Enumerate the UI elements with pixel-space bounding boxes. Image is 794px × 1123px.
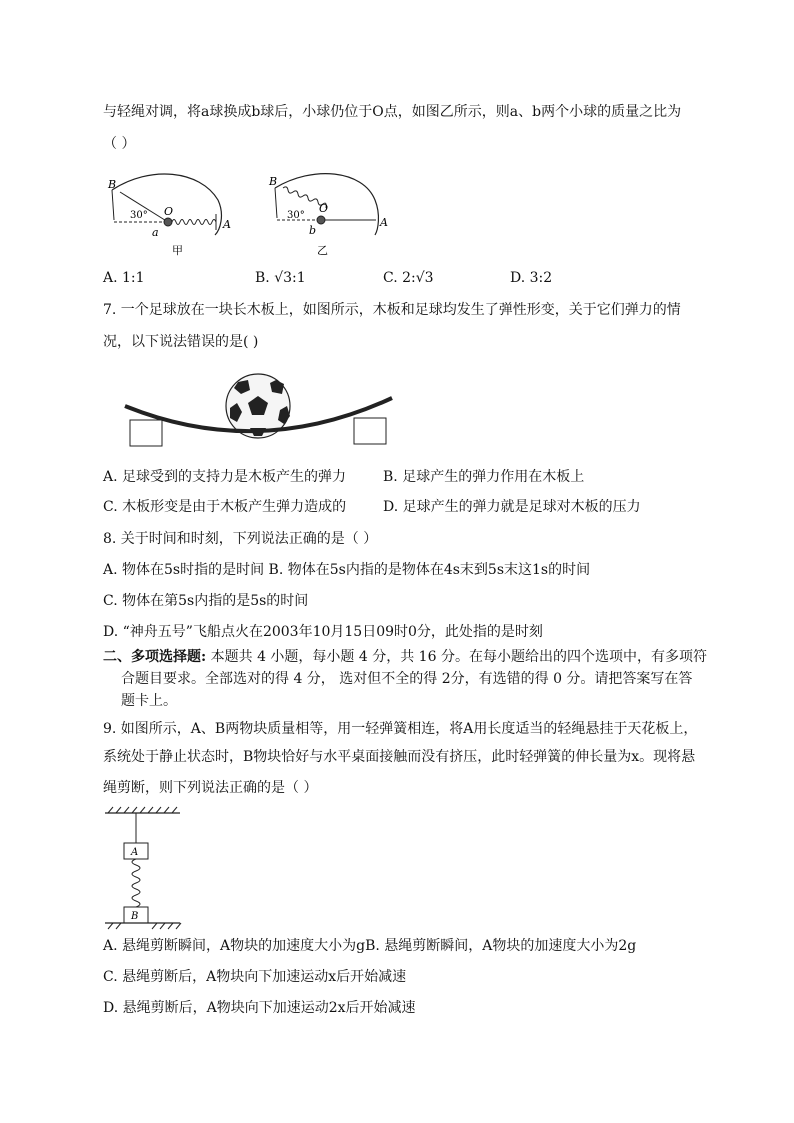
fig-yi-label-A: A <box>380 216 388 229</box>
q8-option-d[interactable]: D. “神舟五号”飞船点火在2003年10月15日09时0分，此处指的是时刻 <box>103 624 543 640</box>
q8-option-ab[interactable]: A. 物体在5s时指的是时间 B. 物体在5s内指的是物体在4s末到5s末这1s的时间 <box>103 562 591 578</box>
fig-yi-label-O: O <box>319 202 329 215</box>
q6-stem-line2: （ ） <box>103 136 136 152</box>
q8-option-c[interactable]: C. 物体在第5s内指的是5s的时间 <box>103 593 309 609</box>
q6-figure-yi <box>263 160 393 260</box>
q9-option-c[interactable]: C. 悬绳剪断后，A物块向下加速运动x后开始减速 <box>103 969 407 985</box>
section2-text-line3: 题卡上。 <box>121 693 177 709</box>
q9-fig-label-A: A <box>131 847 139 858</box>
q6-stem-line1: 与轻绳对调，将a球换成b球后，小球仍位于O点，如图乙所示，则a、b两个小球的质量之比为 <box>103 104 682 120</box>
fig-yi-label-b: b <box>309 224 317 237</box>
q9-figure-spring-blocks <box>100 805 190 930</box>
q9-option-d[interactable]: D. 悬绳剪断后，A物块向下加速运动2x后开始减速 <box>103 1000 416 1016</box>
fig-jia-caption: 甲 <box>172 244 183 257</box>
section2-line1 <box>103 647 707 667</box>
q7-option-b[interactable]: B. 足球产生的弹力作用在木板上 <box>383 469 585 485</box>
q7-figure-football-board <box>120 370 400 450</box>
fig-jia-label-O: O <box>164 205 174 218</box>
q9-stem-line1: 9. 如图所示，A、B两物块质量相等，用一轻弹簧相连，将A用长度适当的轻绳悬挂于天花板上， <box>103 721 698 737</box>
fig-yi-caption: 乙 <box>317 244 328 257</box>
q7-option-a[interactable]: A. 足球受到的支持力是木板产生的弹力 <box>103 469 347 485</box>
q9-stem-line2: 系统处于静止状态时，B物块恰好与水平桌面接触而没有挤压，此时轻弹簧的伸长量为x。现将悬 <box>103 749 696 765</box>
q6-option-d[interactable]: D. 3:2 <box>510 270 553 286</box>
q9-option-ab[interactable]: A. 悬绳剪断瞬间，A物块的加速度大小为gB. 悬绳剪断瞬间，A物块的加速度大小为2g <box>103 938 637 954</box>
fig-jia-label-A: A <box>223 218 231 231</box>
q6-option-c[interactable]: C. 2:√3 <box>383 270 434 286</box>
q6-figure-jia <box>100 160 230 260</box>
fig-yi-label-angle: 30° <box>287 210 305 221</box>
q8-stem: 8. 关于时间和时刻，下列说法正确的是（ ） <box>103 531 378 547</box>
q7-stem-line1: 7. 一个足球放在一块长木板上，如图所示，木板和足球均发生了弹性形变，关于它们弹力的情 <box>103 302 681 318</box>
q7-stem-line2: 况，以下说法错误的是( ) <box>103 334 259 350</box>
q7-option-d[interactable]: D. 足球产生的弹力就是足球对木板的压力 <box>383 499 641 515</box>
fig-jia-label-a: a <box>152 226 159 239</box>
section2-heading: 二、多项选择题: <box>103 649 207 665</box>
q6-option-a[interactable]: A. 1:1 <box>103 270 145 286</box>
section2-text-line1: 本题共 4 小题，每小题 4 分，共 16 分。在每小题给出的四个选项中，有多项符 <box>206 649 707 665</box>
fig-jia-label-B: B <box>108 178 117 191</box>
fig-yi-label-B: B <box>269 175 278 188</box>
fig-jia-label-angle: 30° <box>130 210 148 221</box>
q9-stem-line3: 绳剪断，则下列说法正确的是（ ） <box>103 780 318 796</box>
section2-text-line2: 合题目要求。全部选对的得 4 分， 选对但不全的得 2分，有选错的得 0 分。请把答案写在答 <box>121 671 693 687</box>
q9-fig-label-B: B <box>131 911 139 922</box>
q7-option-c[interactable]: C. 木板形变是由于木板产生弹力造成的 <box>103 499 347 515</box>
q6-option-b[interactable]: B. √3:1 <box>255 270 306 286</box>
